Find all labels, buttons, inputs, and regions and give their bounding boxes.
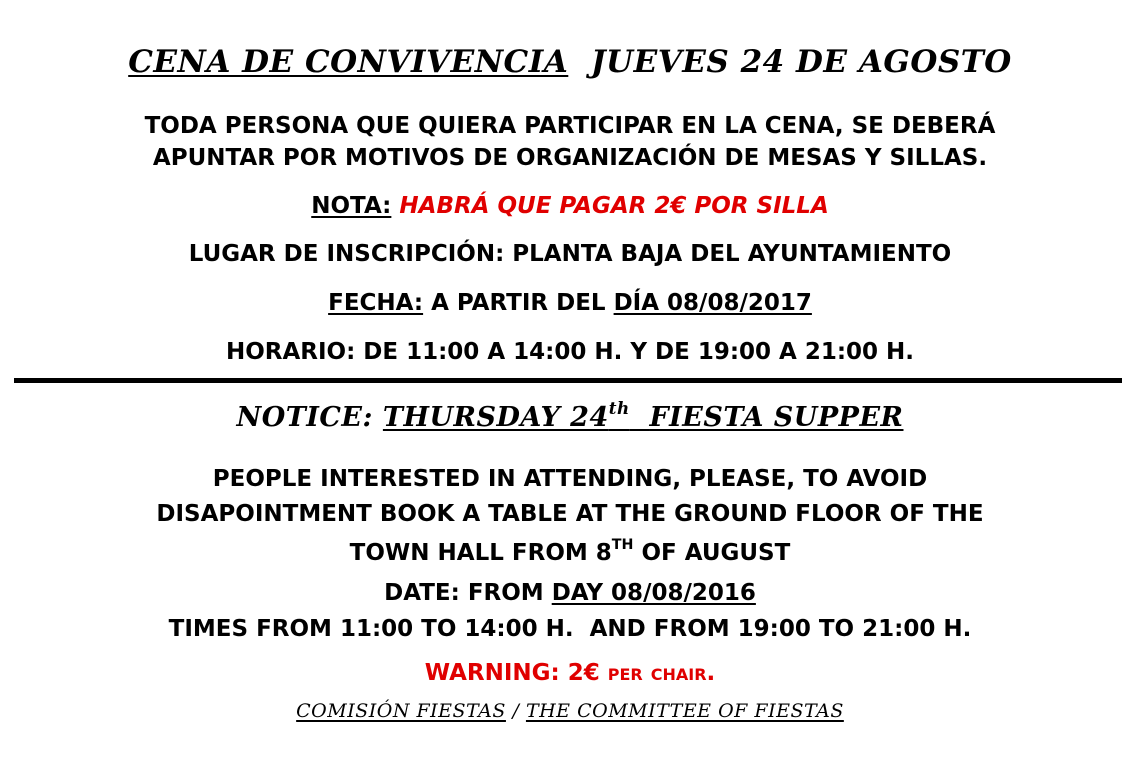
english-body-line-1: PEOPLE INTERESTED IN ATTENDING, PLEASE, TO AVOID: [212, 466, 928, 492]
fecha-middle: A PARTIR DEL: [431, 290, 606, 316]
nota-line: [0, 193, 1140, 219]
date-pre: DATE: FROM: [384, 580, 544, 606]
footer-separator: /: [512, 700, 520, 722]
warning-tail: per chair.: [607, 660, 716, 686]
spanish-title: [0, 44, 1140, 80]
fecha-date: DÍA 08/08/2017: [613, 290, 812, 316]
fecha-line: [0, 290, 1140, 316]
body-line-3-pre: TOWN HALL FROM 8: [349, 540, 612, 566]
english-body-line-2: DISAPOINTMENT BOOK A TABLE AT THE GROUND FLOOR OF THE: [156, 501, 984, 527]
english-date-line: [0, 580, 1140, 606]
body-line-3-ordinal: TH: [611, 537, 634, 554]
lugar-line: LUGAR DE INSCRIPCIÓN: PLANTA BAJA DEL AYUNTAMIENTO: [188, 241, 952, 267]
english-times-line: TIMES FROM 11:00 TO 14:00 H. AND FROM 19:00 TO 21:00 H.: [168, 616, 972, 642]
english-body-line-3: [0, 537, 1140, 566]
nota-text: HABRÁ QUE PAGAR 2€ POR SILLA: [399, 193, 829, 219]
warning-line: [0, 660, 1140, 686]
fecha-label: FECHA:: [328, 290, 424, 316]
footer-line: [0, 700, 1140, 722]
nota-label: NOTA:: [311, 193, 392, 219]
date-value: DAY 08/08/2016: [551, 580, 756, 606]
body-line-3-post: OF AUGUST: [641, 540, 791, 566]
horario-line: HORARIO: DE 11:00 A 14:00 H. Y DE 19:00 A 21:00 H.: [225, 339, 915, 365]
title-date: JUEVES 24 DE AGOSTO: [590, 44, 1012, 80]
footer-right: THE COMMITTEE OF FIESTAS: [525, 700, 844, 722]
title-dinner-name: CENA DE CONVIVENCIA: [128, 44, 569, 80]
footer-left: COMISIÓN FIESTAS: [296, 700, 506, 722]
title-fiesta-supper: FIESTA SUPPER: [649, 402, 904, 433]
notice-label: NOTICE:: [236, 402, 373, 433]
section-divider: [14, 378, 1122, 383]
title-thursday: THURSDAY 24: [382, 402, 609, 433]
intro-line-1: TODA PERSONA QUE QUIERA PARTICIPAR EN LA CENA, SE DEBERÁ: [144, 113, 996, 139]
warning-main: WARNING: 2€: [424, 660, 600, 686]
intro-line-2: APUNTAR POR MOTIVOS DE ORGANIZACIÓN DE MESAS Y SILLAS.: [152, 145, 988, 171]
english-title-underlined: [382, 397, 904, 433]
title-ordinal: th: [608, 397, 630, 418]
english-title: [0, 397, 1140, 433]
